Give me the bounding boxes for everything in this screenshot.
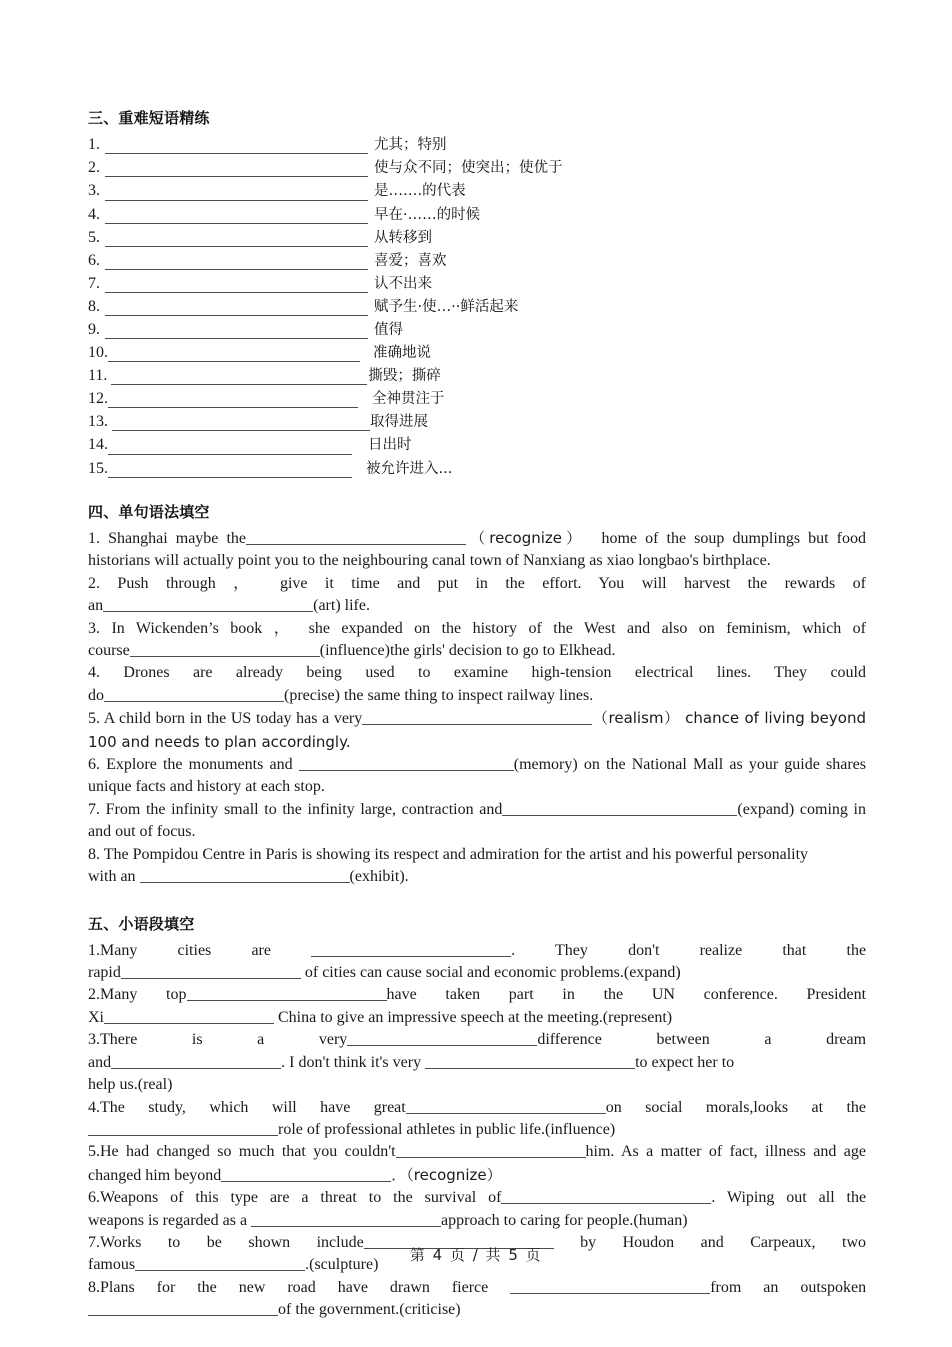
question-part-mid: him. As a matter of fact, illness and age changed him beyond xyxy=(88,1143,867,1184)
word: the xyxy=(603,986,624,1004)
phrase-number: 5. xyxy=(88,228,100,246)
phrase-answer-blank[interactable] xyxy=(108,390,358,408)
phrase-number: 12. xyxy=(88,390,108,408)
word: drawn xyxy=(389,1278,430,1296)
word: 7.Works xyxy=(88,1233,142,1251)
phrase-answer-blank[interactable] xyxy=(111,367,367,385)
phrase-number: 2. xyxy=(88,159,100,177)
answer-blank[interactable] xyxy=(347,1030,537,1046)
question-part-pre: an xyxy=(88,597,104,615)
question-part-pre: rapid xyxy=(88,964,121,982)
word: of xyxy=(170,1189,184,1207)
word: the xyxy=(846,941,867,959)
word: . xyxy=(511,941,516,959)
word: a xyxy=(257,1031,265,1049)
answer-blank[interactable] xyxy=(221,1166,391,1182)
word: that xyxy=(782,941,807,959)
word: of xyxy=(488,1189,502,1207)
answer-blank[interactable] xyxy=(140,867,350,883)
grammar-question-7 xyxy=(88,799,866,844)
word: type xyxy=(230,1189,259,1207)
section-heading-passage: 五、小语段填空 xyxy=(88,915,195,934)
word: the xyxy=(197,1278,217,1296)
grammar-question-6 xyxy=(88,754,866,799)
word: fierce xyxy=(451,1278,489,1296)
phrase-definition: 从转移到 xyxy=(374,229,432,246)
question-text-line1: 2. Push through ， give it time and put in the effort. You will harvest the rewards of xyxy=(88,574,866,592)
phrase-number: 8. xyxy=(88,297,100,315)
word: very xyxy=(318,1031,348,1049)
answer-blank[interactable] xyxy=(311,941,511,957)
question-part-post: (expand) coming in and out of focus. xyxy=(88,800,866,841)
question-part-pre: famous xyxy=(88,1256,136,1274)
question-text-line2 xyxy=(88,1007,866,1029)
phrase-definition: 值得 xyxy=(374,322,403,338)
phrase-row xyxy=(88,133,866,156)
word: 3.There xyxy=(88,1031,138,1049)
phrase-definition: 取得进展 xyxy=(370,414,428,431)
answer-blank[interactable] xyxy=(501,1188,711,1204)
question-part-post: approach to caring for people.(human) xyxy=(441,1211,688,1229)
phrase-definition: 尤其；特别 xyxy=(374,137,447,154)
question-part-post: (influence)the girls' decision to go to Elkhead. xyxy=(319,641,616,659)
grammar-question-1 xyxy=(88,527,866,573)
answer-blank[interactable] xyxy=(111,1053,281,1069)
answer-blank[interactable] xyxy=(510,1278,710,1294)
question-text xyxy=(88,799,866,844)
phrase-number: 14. xyxy=(88,436,108,454)
word: Houdon xyxy=(622,1233,675,1251)
question-part-pre: 5.He had changed so much that you couldn't xyxy=(88,1143,396,1161)
question-text-line1 xyxy=(88,984,866,1006)
passage-question-2 xyxy=(88,984,866,1029)
phrase-definition: 日出时 xyxy=(368,437,412,454)
phrase-number: 4. xyxy=(88,205,100,223)
phrase-answer-blank[interactable] xyxy=(105,136,368,154)
phrase-answer-blank[interactable] xyxy=(112,413,370,431)
phrase-number: 13. xyxy=(88,413,108,431)
word: two xyxy=(842,1233,867,1251)
word: great xyxy=(373,1098,406,1116)
word: cities xyxy=(177,941,212,959)
answer-blank[interactable] xyxy=(362,709,592,725)
phrase-row xyxy=(88,295,866,318)
word: shown xyxy=(248,1233,291,1251)
question-part-pre: do xyxy=(88,686,104,704)
word: by xyxy=(580,1233,597,1251)
question-text-line2 xyxy=(88,866,866,888)
question-part-post: home of the soup dumplings but food historians will actually point you to the neighbouring canal town of Nanxiang as xiao longbao's birthplace. xyxy=(88,529,867,570)
answer-blank[interactable] xyxy=(396,1142,586,1158)
phrase-definition: 是…….的代表 xyxy=(374,183,466,200)
word: They xyxy=(555,941,588,959)
question-part-pre: and xyxy=(88,1053,112,1071)
phrase-answer-blank[interactable] xyxy=(108,344,360,362)
question-text-line3: help us.(real) xyxy=(88,1076,173,1094)
word: to xyxy=(167,1233,181,1251)
grammar-question-2 xyxy=(88,573,866,618)
phrase-row xyxy=(88,410,866,433)
word: include xyxy=(316,1233,364,1251)
word: President xyxy=(806,986,867,1004)
question-hint: （recognize） xyxy=(466,528,586,547)
phrase-answer-blank[interactable] xyxy=(105,183,368,201)
question-part-post: （realism） chance of living beyond 100 and needs to plan accordingly. xyxy=(88,709,866,751)
phrase-number: 11. xyxy=(88,367,108,385)
word: and xyxy=(700,1233,724,1251)
phrase-definition: 撕毁；撕碎 xyxy=(368,368,441,385)
word: for xyxy=(156,1278,176,1296)
phrase-row xyxy=(88,226,866,249)
word: an xyxy=(763,1278,779,1296)
phrase-number: 15. xyxy=(88,459,108,477)
question-text-line1 xyxy=(88,1097,866,1119)
word: threat xyxy=(320,1189,357,1207)
word: will xyxy=(271,1098,297,1116)
answer-blank[interactable] xyxy=(88,1300,278,1316)
phrase-row xyxy=(88,203,866,226)
passage-question-6 xyxy=(88,1187,866,1232)
phrase-definition: 准确地说 xyxy=(373,345,431,362)
word: UN xyxy=(651,986,675,1004)
word: realize xyxy=(699,941,743,959)
phrase-row xyxy=(88,318,866,341)
phrase-number: 1. xyxy=(88,136,100,154)
question-part-pre: course xyxy=(88,641,130,659)
question-text-line1 xyxy=(88,1277,866,1299)
word: this xyxy=(195,1189,219,1207)
question-part-post: (memory) on the National Mall as your guide shares unique facts and history at each stop. xyxy=(88,755,866,796)
phrase-row xyxy=(88,433,866,456)
word: conference. xyxy=(703,986,778,1004)
question-part-post: China to give an impressive speech at the meeting.(represent) xyxy=(278,1008,673,1026)
question-hint: ．（recognize） xyxy=(391,1165,502,1184)
word: which xyxy=(209,1098,249,1116)
phrase-answer-blank[interactable] xyxy=(105,275,368,293)
answer-blank[interactable] xyxy=(121,963,301,979)
question-text-line2 xyxy=(88,640,866,662)
question-text-line1 xyxy=(88,1029,866,1051)
phrase-answer-blank[interactable] xyxy=(105,159,368,177)
answer-blank[interactable] xyxy=(251,1211,441,1227)
word: have xyxy=(320,1098,351,1116)
phrase-practice-list xyxy=(88,133,866,479)
question-part-pre: with an xyxy=(88,868,136,885)
phrase-row xyxy=(88,179,866,202)
section-heading-phrases: 三、重难短语精练 xyxy=(88,109,210,127)
question-text xyxy=(88,707,866,754)
phrase-row xyxy=(88,249,866,272)
question-part-post: of the government.(criticise) xyxy=(278,1301,461,1319)
phrase-answer-blank[interactable] xyxy=(105,252,368,270)
question-text-line2 xyxy=(88,685,866,707)
answer-blank[interactable] xyxy=(104,1008,274,1024)
word: 2.Many xyxy=(88,986,138,1004)
word: don't xyxy=(628,941,660,959)
question-text-line1: 3. In Wickenden’s book ， she expanded on the history of the West and also on feminism, which of xyxy=(88,619,867,637)
answer-blank[interactable] xyxy=(425,1053,635,1069)
phrase-number: 9. xyxy=(88,321,100,338)
word: is xyxy=(191,1031,203,1049)
word: 1.Many xyxy=(88,941,138,959)
question-part-pre: 5. A child born in the US today has a very xyxy=(88,710,363,728)
answer-blank[interactable] xyxy=(246,529,466,545)
grammar-question-5 xyxy=(88,707,866,754)
phrase-number: 3. xyxy=(88,182,100,200)
phrase-answer-blank[interactable] xyxy=(108,437,352,455)
word: between xyxy=(656,1031,710,1049)
phrase-row xyxy=(88,457,866,480)
phrase-row xyxy=(88,272,866,295)
word: the xyxy=(846,1098,866,1116)
question-text-line1: 4. Drones are already being used to examine high-tension electrical lines. They could xyxy=(88,664,866,682)
grammar-question-8 xyxy=(88,844,866,889)
word: outspoken xyxy=(800,1278,867,1296)
question-text-line2 xyxy=(88,1299,866,1321)
question-part-post: role of professional athletes in public life.(influence) xyxy=(278,1120,616,1138)
passage-question-3 xyxy=(88,1029,866,1096)
word: a xyxy=(301,1189,309,1207)
passage-question-8 xyxy=(88,1277,866,1322)
phrase-number: 10. xyxy=(88,344,108,362)
question-part-pre: 7. From the infinity small to the infinity large, contraction and xyxy=(88,800,503,818)
phrase-answer-blank[interactable] xyxy=(105,321,368,339)
word: survival xyxy=(424,1189,477,1207)
answer-blank[interactable] xyxy=(104,686,284,702)
question-text-line1 xyxy=(88,1187,866,1209)
question-text xyxy=(88,527,866,573)
answer-blank[interactable] xyxy=(406,1098,606,1114)
phrase-number: 6. xyxy=(88,251,100,269)
phrase-definition: 使与众不同；使突出；使优于 xyxy=(374,160,563,177)
word: on xyxy=(605,1098,622,1116)
phrase-answer-blank[interactable] xyxy=(108,460,352,478)
question-part-post: (art) life. xyxy=(313,597,370,615)
word: taken xyxy=(445,986,481,1004)
question-text xyxy=(88,1141,866,1187)
page-footer: 第 4 页 / 共 5 页 xyxy=(409,1246,543,1264)
word: are xyxy=(251,941,271,959)
question-part-pre: 1. Shanghai maybe the xyxy=(88,529,247,547)
question-part-pre: weapons is regarded as a xyxy=(88,1211,248,1229)
question-text-line2 xyxy=(88,1210,866,1232)
word: difference xyxy=(537,1031,602,1049)
phrase-row xyxy=(88,156,866,179)
answer-blank[interactable] xyxy=(103,596,313,612)
phrase-definition: 全神贯注于 xyxy=(372,391,445,408)
word: are xyxy=(269,1189,290,1207)
phrase-definition: 被允许进入... xyxy=(366,460,453,477)
passage-question-1 xyxy=(88,940,866,985)
question-part-post: of cities can cause social and economic problems.(expand) xyxy=(304,964,681,982)
passage-question-5 xyxy=(88,1141,866,1187)
passage-question-4 xyxy=(88,1097,866,1142)
word: from xyxy=(710,1278,742,1296)
phrase-row xyxy=(88,341,866,364)
word: have xyxy=(386,986,417,1004)
word: have xyxy=(337,1278,368,1296)
word: be xyxy=(206,1233,222,1251)
word: to xyxy=(368,1189,382,1207)
question-text-line2 xyxy=(88,962,866,984)
phrase-row xyxy=(88,387,866,410)
question-text-line2 xyxy=(88,1052,866,1074)
phrase-answer-blank[interactable] xyxy=(105,298,368,316)
phrase-row xyxy=(88,364,866,387)
phrase-definition: 喜爱；喜欢 xyxy=(374,252,447,269)
word: at xyxy=(811,1098,824,1116)
question-text-line2 xyxy=(88,595,866,617)
word: dream xyxy=(826,1031,867,1049)
word: . Wiping out all the xyxy=(711,1189,867,1207)
phrase-definition: 认不出来 xyxy=(374,275,432,292)
answer-blank[interactable] xyxy=(299,755,514,771)
grammar-question-3 xyxy=(88,618,866,663)
question-part-pre: Xi xyxy=(88,1008,104,1026)
word: in xyxy=(562,986,575,1004)
question-text-line2 xyxy=(88,1119,866,1141)
word: social xyxy=(645,1098,683,1116)
phrase-definition: 赋予生·使…··鲜活起来 xyxy=(374,298,519,315)
word: part xyxy=(508,986,534,1004)
question-part-mid: . I don't think it's very xyxy=(281,1053,422,1071)
word: 4.The xyxy=(88,1098,125,1116)
word: 6.Weapons xyxy=(88,1189,159,1207)
word: road xyxy=(287,1278,316,1296)
question-part-post: (precise) the same thing to inspect railway lines. xyxy=(284,686,594,704)
answer-blank[interactable] xyxy=(502,800,737,816)
page-content xyxy=(88,108,866,1322)
question-part-pre: 6. Explore the monuments and xyxy=(88,755,293,773)
phrase-definition: 早在·……的时候 xyxy=(374,206,481,223)
answer-blank[interactable] xyxy=(187,985,387,1001)
word: 8.Plans xyxy=(88,1278,135,1296)
answer-blank[interactable] xyxy=(88,1120,278,1136)
question-text-line1 xyxy=(88,940,866,962)
word: the xyxy=(393,1189,413,1207)
word: new xyxy=(238,1278,266,1296)
grammar-question-4 xyxy=(88,662,866,707)
question-text-line1: 8. The Pompidou Centre in Paris is showing its respect and admiration for the artist and his powerful personality xyxy=(88,845,809,863)
word: a xyxy=(764,1031,772,1049)
word: top xyxy=(166,986,187,1004)
question-part-post: (exhibit). xyxy=(349,868,409,885)
question-text xyxy=(88,754,866,799)
question-part-post: to expect her to xyxy=(635,1053,735,1071)
phrase-answer-blank[interactable] xyxy=(105,206,368,224)
word: study, xyxy=(148,1098,186,1116)
word: morals,looks xyxy=(705,1098,789,1116)
question-part-post: .(sculpture) xyxy=(305,1256,379,1274)
phrase-answer-blank[interactable] xyxy=(105,229,368,247)
phrase-number: 7. xyxy=(88,274,100,292)
section-heading-grammar: 四、单句语法填空 xyxy=(88,502,210,521)
answer-blank[interactable] xyxy=(130,641,320,657)
word: Carpeaux, xyxy=(750,1233,816,1251)
